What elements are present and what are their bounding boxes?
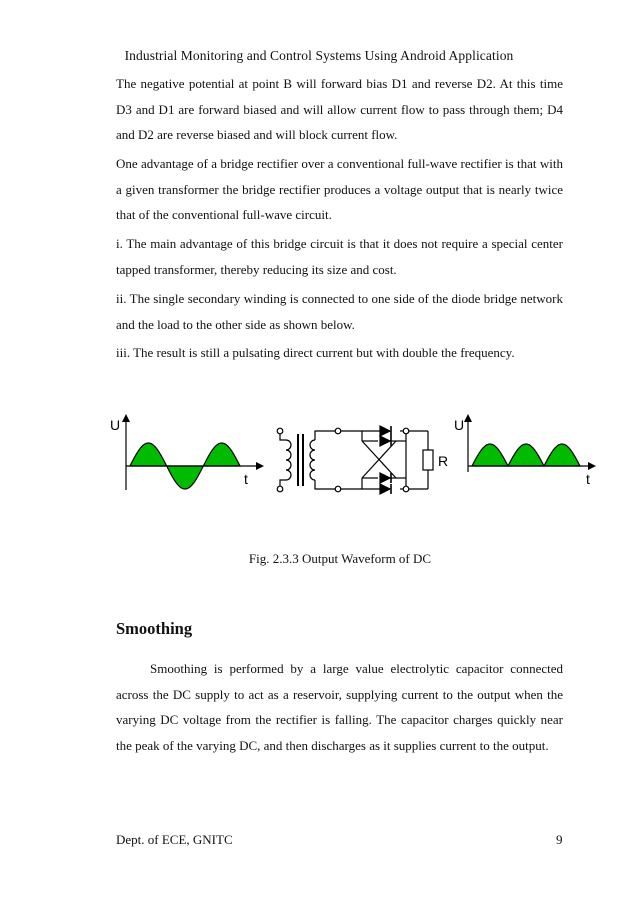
input-u-label: U xyxy=(110,417,121,433)
paragraph-smoothing: Smoothing is performed by a large value electrolytic capacitor connected across the DC supply to act as a reservoir, supplying current to the output when the varying DC voltage from the rectifier is falling. The capacitor charges quickly near the peak of the varying DC, and then discharges as it supplies current to the output. xyxy=(116,661,563,753)
input-waveform xyxy=(110,414,264,490)
output-rectified-fill xyxy=(472,444,580,466)
page-number: 9 xyxy=(556,832,563,847)
diode-d2 xyxy=(380,436,391,446)
output-u-label: U xyxy=(454,417,465,433)
paragraph-point-i: i. The main advantage of this bridge circuit is that it does not require a special center tapped transformer, thereby reducing its size and cost. xyxy=(116,236,563,277)
transformer xyxy=(277,428,341,492)
paragraph-point-iii: iii. The result is still a pulsating direct current but with double the frequency. xyxy=(116,345,515,360)
running-header: Industrial Monitoring and Control Systems Using Android Application xyxy=(124,48,514,63)
figure-caption: Fig. 2.3.3 Output Waveform of DC xyxy=(248,551,432,566)
output-t-label: t xyxy=(586,471,590,487)
diode-bridge xyxy=(341,426,428,494)
output-waveform xyxy=(454,414,596,487)
paragraph-advantage: One advantage of a bridge rectifier over a conventional full-wave rectifier is that with a given transformer the bridge rectifier produces a voltage output that is nearly twice that of the conventional full-wave circuit. xyxy=(116,156,563,222)
paragraph-point-ii: ii. The single secondary winding is connected to one side of the diode bridge network and the load to the other side as shown below. xyxy=(116,291,563,332)
diode-d1 xyxy=(380,426,391,436)
load-resistor xyxy=(423,450,448,470)
bridge-rectifier-figure xyxy=(100,410,600,510)
section-heading: Smoothing xyxy=(116,619,193,638)
diode-d3 xyxy=(380,473,391,483)
footer-department: Dept. of ECE, GNITC xyxy=(116,832,233,847)
input-t-label: t xyxy=(244,471,248,487)
rectifier-diagram xyxy=(100,410,600,510)
resistor-label: R xyxy=(438,453,449,469)
paragraph-bias: The negative potential at point B will forward bias D1 and reverse D2. At this time D3 and D1 are forward biased and will allow current flow to pass through them; D4 and D2 are reverse biased and will block current flow. xyxy=(116,76,563,142)
diode-d4 xyxy=(380,484,391,494)
